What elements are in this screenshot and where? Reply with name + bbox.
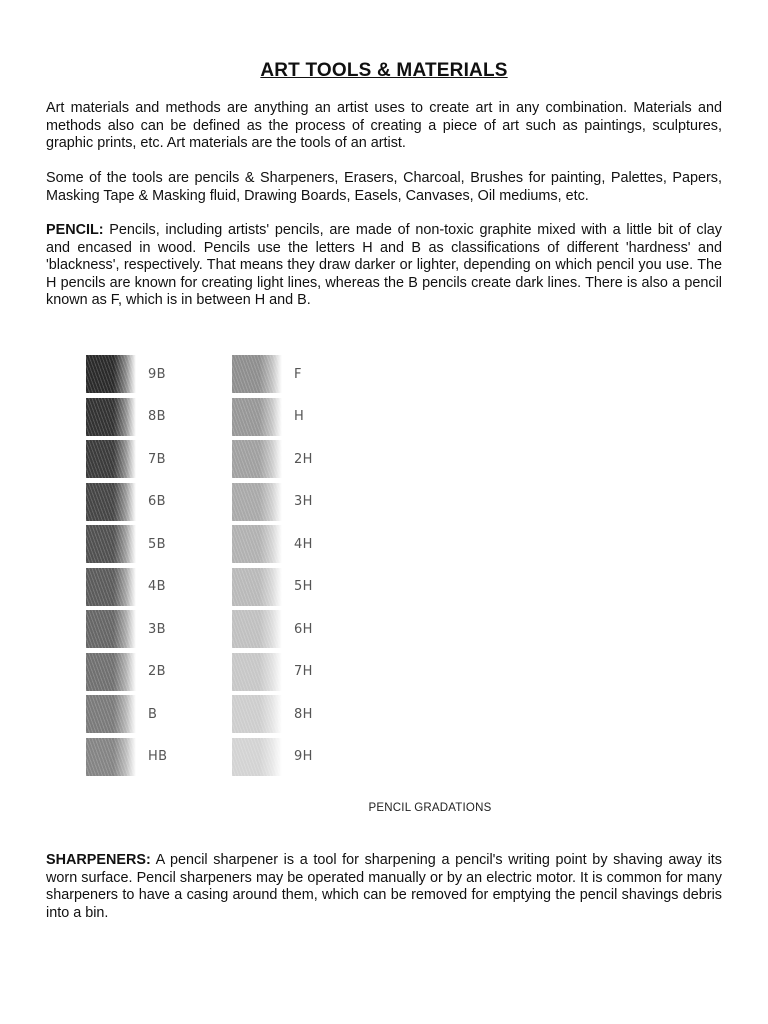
gradation-swatch: [86, 653, 136, 691]
gradation-swatch: [86, 610, 136, 648]
gradation-swatch: [232, 695, 282, 733]
gradation-swatch: [232, 398, 282, 436]
gradation-row: [86, 440, 166, 478]
gradation-row: [86, 355, 166, 393]
gradation-row: [232, 695, 313, 733]
gradation-label: 9H: [294, 749, 313, 764]
gradation-swatch: [232, 525, 282, 563]
sharpeners-heading: SHARPENERS:: [46, 852, 151, 868]
pencil-gradation-chart: [86, 355, 366, 790]
gradation-row: [232, 653, 313, 691]
gradation-swatch: [86, 398, 136, 436]
gradation-swatch: [232, 738, 282, 776]
gradation-swatch: [232, 653, 282, 691]
gradation-row: [232, 568, 313, 606]
gradation-label: 9B: [148, 366, 166, 382]
gradation-row: [232, 738, 313, 776]
gradation-row: [86, 398, 166, 436]
gradation-label: 4H: [294, 536, 313, 552]
sharpeners-paragraph: [46, 852, 722, 922]
gradation-row: [86, 483, 166, 521]
gradation-row: [86, 525, 166, 563]
gradation-row: [86, 695, 157, 733]
gradation-label: 4B: [148, 579, 166, 594]
gradation-label: 6B: [148, 494, 166, 509]
page-title: ART TOOLS & MATERIALS: [260, 60, 508, 81]
gradation-label: 7H: [294, 664, 313, 679]
gradation-label: B: [148, 706, 158, 722]
gradation-row: [232, 610, 313, 648]
gradation-label: 2H: [294, 451, 313, 467]
gradation-label: 8H: [294, 706, 313, 722]
gradation-swatch: [232, 610, 282, 648]
gradation-label: 2B: [148, 664, 166, 679]
gradation-swatch: [86, 355, 136, 393]
gradation-swatch: [86, 695, 136, 733]
gradation-swatch: [232, 355, 282, 393]
gradation-label: 5B: [148, 536, 166, 552]
gradation-label: H: [294, 409, 305, 424]
gradation-row: [232, 440, 313, 478]
pencil-text: Pencils, including artists' pencils, are made of non-toxic graphite mixed with a little bit of clay and encased in wood. Pencils use the letters H and B as classifications of different 'hardness' and 'blackness', respectively. That means they draw darker or lighter, depending on which pencil you use. The H pencils are known for creating light lines, whereas the B pencils create dark lines. There is also a pencil known as F, which is in between H and B.: [46, 222, 722, 309]
gradation-label: HB: [148, 749, 168, 764]
gradation-label: 6H: [294, 621, 313, 637]
gradation-label: 7B: [148, 451, 166, 467]
gradation-row: [86, 738, 167, 776]
gradation-label: 3H: [294, 494, 313, 509]
gradation-label: 8B: [148, 409, 166, 424]
gradation-row: [232, 525, 313, 563]
gradation-swatch: [86, 568, 136, 606]
gradation-label: F: [294, 366, 302, 382]
pencil-paragraph: [46, 222, 722, 310]
gradation-swatch: [86, 738, 136, 776]
gradation-swatch: [86, 483, 136, 521]
gradation-swatch: [232, 568, 282, 606]
gradation-row: [86, 568, 166, 606]
pencil-heading: PENCIL:: [46, 222, 104, 238]
gradation-swatch: [232, 440, 282, 478]
gradation-label: 3B: [148, 621, 166, 637]
tools-paragraph: Some of the tools are pencils & Sharpeners, Erasers, Charcoal, Brushes for painting, Palettes, Papers, Masking Tape & Masking fluid, Drawing Boards, Easels, Canvases, Oil mediums, etc.: [46, 170, 722, 204]
gradation-row: [232, 483, 313, 521]
gradation-swatch: [86, 525, 136, 563]
gradation-swatch: [86, 440, 136, 478]
gradation-row: [86, 610, 166, 648]
gradation-row: [86, 653, 166, 691]
gradation-row: [232, 355, 302, 393]
gradation-swatch: [232, 483, 282, 521]
gradation-row: [232, 398, 304, 436]
sharpeners-text: A pencil sharpener is a tool for sharpening a pencil's writing point by shaving away its worn surface. Pencil sharpeners may be operated manually or by an electric motor. It is common for many sharpeners to have a casing around them, which can be removed for emptying the pencil shavings debris into a bin.: [46, 852, 722, 921]
gradation-label: 5H: [294, 579, 313, 594]
intro-paragraph: Art materials and methods are anything an artist uses to create art in any combination. Materials and methods also can be defined as the process of creating a piece of art such as paintings, sculptures, graphic prints, etc. Art materials are the tools of an artist.: [46, 100, 722, 152]
chart-caption: PENCIL GRADATIONS: [368, 802, 492, 814]
